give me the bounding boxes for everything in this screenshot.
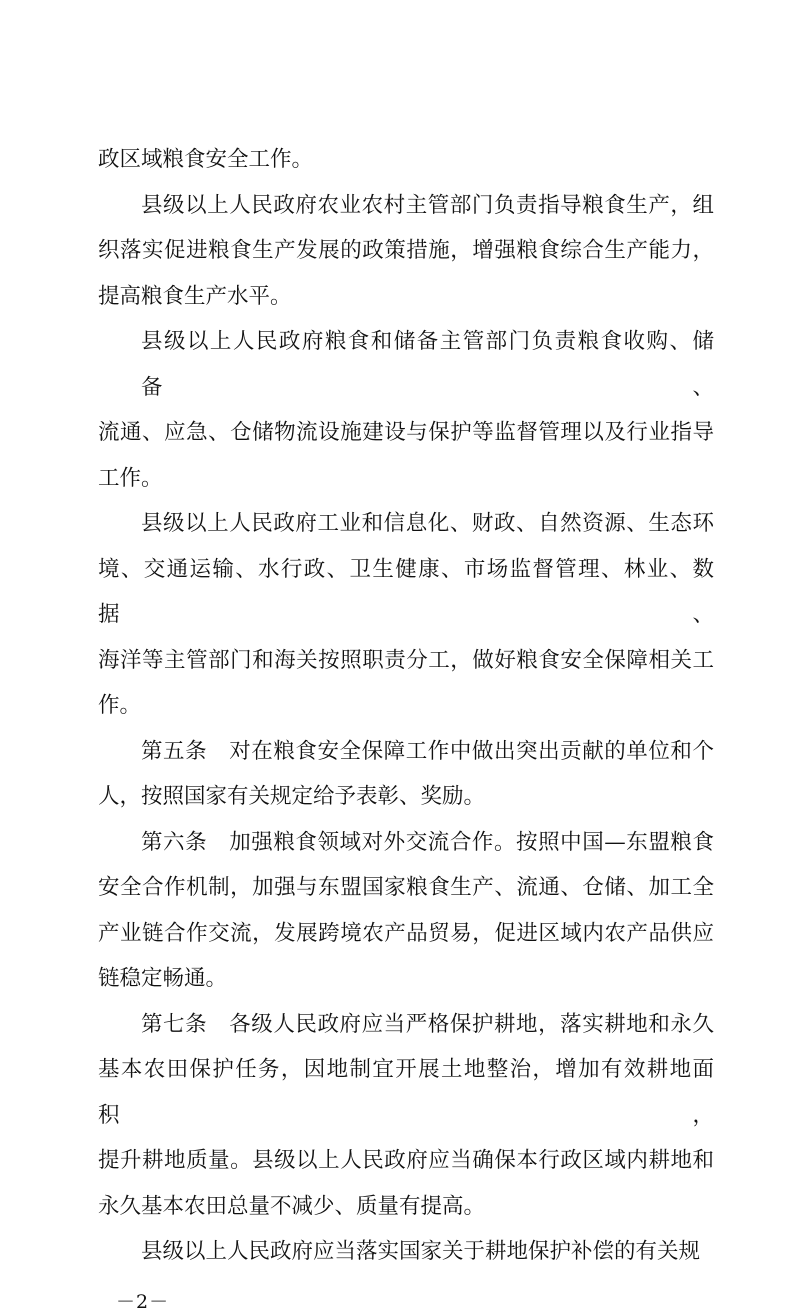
paragraph [98, 820, 714, 1002]
document-body [98, 137, 714, 1275]
text-line: 政区域粮食安全工作。 [98, 147, 314, 172]
text-line: 安全合作机制，加强与东盟国家粮食生产、流通、仓储、加工全 [98, 875, 714, 900]
text-line: 第七条 各级人民政府应当严格保护耕地，落实耕地和永久 [141, 1011, 714, 1037]
text-line: 海洋等主管部门和海关按照职责分工，做好粮食安全保障相关工 [98, 647, 714, 673]
text-line: 第五条 对在粮食安全保障工作中做出突出贡献的单位和个 [141, 738, 714, 764]
paragraph [98, 1002, 714, 1230]
paragraph [98, 137, 714, 183]
text-line: 流通、应急、仓储物流设施建设与保护等监督管理以及行业指导 [98, 420, 714, 445]
page-number: －2－ [116, 1290, 170, 1313]
text-line: 织落实促进粮食生产发展的政策措施，增强粮食综合生产能力， [98, 238, 714, 263]
paragraph [98, 183, 714, 320]
paragraph [98, 1229, 714, 1275]
paragraph [98, 501, 714, 729]
text-line: 工作。 [98, 465, 163, 491]
text-line: 县级以上人民政府应当落实国家关于耕地保护补偿的有关规 [141, 1239, 701, 1264]
text-line: 产业链合作交流，发展跨境农产品贸易，促进区域内农产品供应 [98, 920, 714, 946]
text-line: 提升耕地质量。县级以上人民政府应当确保本行政区域内耕地和 [98, 1148, 714, 1173]
text-line: 第六条 加强粮食领域对外交流合作。按照中国—东盟粮食 [141, 829, 714, 855]
text-line: 境、交通运输、水行政、卫生健康、市场监督管理、林业、数据、 [98, 556, 714, 627]
paragraph [98, 729, 714, 820]
text-line: 链稳定畅通。 [98, 966, 228, 991]
text-line: 作。 [98, 693, 142, 718]
text-line: 永久基本农田总量不减少、质量有提高。 [98, 1193, 486, 1219]
text-line: 提高粮食生产水平。 [98, 283, 292, 309]
paragraph [98, 319, 714, 501]
text-line: 基本农田保护任务，因地制宜开展土地整治，增加有效耕地面积， [98, 1057, 714, 1128]
text-line: 县级以上人民政府农业农村主管部门负责指导粮食生产，组 [141, 192, 714, 218]
text-line: 人，按照国家有关规定给予表彰、奖励。 [98, 784, 486, 809]
text-line: 县级以上人民政府工业和信息化、财政、自然资源、生态环 [141, 511, 714, 536]
text-line: 县级以上人民政府粮食和储备主管部门负责粮食收购、储备、 [141, 329, 714, 400]
